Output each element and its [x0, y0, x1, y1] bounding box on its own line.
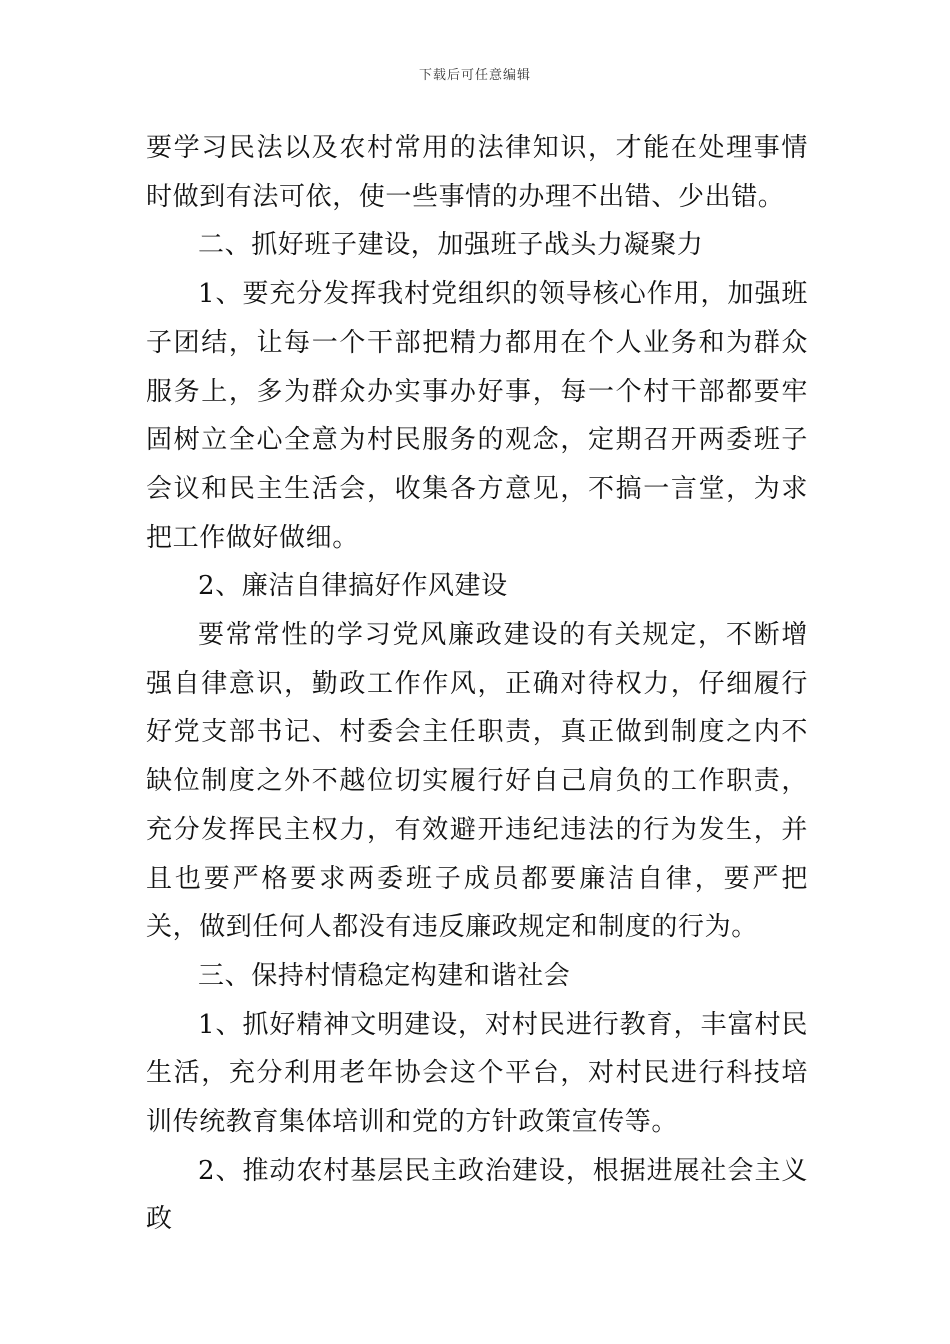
subheading-2-2: 2、廉洁自律搞好作风建设 — [198, 571, 508, 602]
section-heading-3: 三、保持村情稳定构建和谐社会 — [198, 960, 571, 991]
document-body — [146, 124, 808, 1244]
paragraph-1: 要学习民法以及农村常用的法律知识，才能在处理事情时做到有法可依，使一些事情的办理不出错、少出错。 — [146, 133, 808, 212]
paragraph-3-1: 1、抓好精神文明建设，对村民进行教育，丰富村民生活，充分利用老年协会这个平台，对村民进行科技培训传统教育集体培训和党的方针政策宣传等。 — [146, 1009, 808, 1138]
page-header: 下载后可任意编辑 — [418, 68, 531, 83]
paragraph-3-2: 2、推动农村基层民主政治建设，根据进展社会主义政 — [146, 1155, 808, 1235]
section-heading-2: 二、抓好班子建设，加强班子战头力凝聚力 — [198, 230, 704, 261]
paragraph-2-2: 要常常性的学习党风廉政建设的有关规定，不断增强自律意识，勤政工作作风，正确对待权力，仔细履行好党支部书记、村委会主任职责，真正做到制度之内不缺位制度之外不越位切实履行好自己肩负的工作职责，充分发挥民主权力，有效避开违纪违法的行为发生，并且也要严格要求两委班子成员都要廉洁自律，要严把关，做到任何人都没有违反廉政规定和制度的行为。 — [146, 620, 808, 943]
paragraph-2-1: 1、要充分发挥我村党组织的领导核心作用，加强班子团结，让每一个干部把精力都用在个人业务和为群众服务上，多为群众办实事办好事，每一个村干部都要牢固树立全心全意为村民服务的观念，定期召开两委班子会议和民主生活会，收集各方意见，不搞一言堂，为求把工作做好做细。 — [146, 279, 808, 553]
